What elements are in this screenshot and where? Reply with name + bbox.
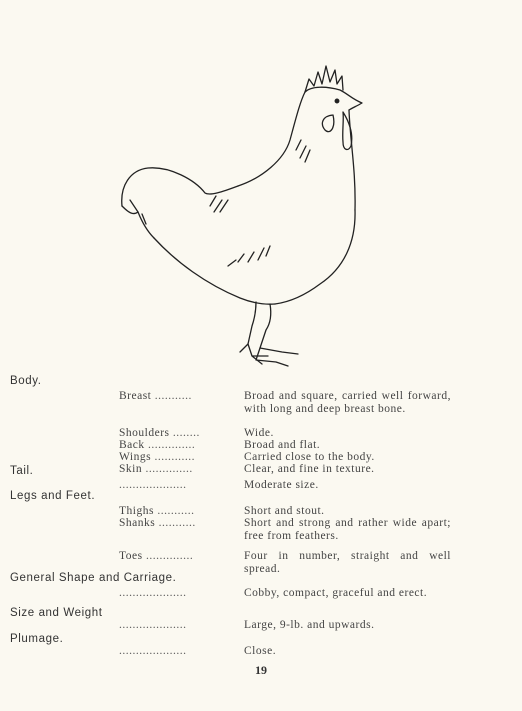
trait-name: Skin [119, 463, 143, 475]
leader-dots: .............. [148, 439, 196, 451]
leader-dots: ........... [158, 517, 196, 529]
trait-name: Back [119, 439, 145, 451]
trait-value: Close. [244, 645, 277, 657]
trait-value: Cobby, compact, graceful and erect. [244, 587, 428, 599]
trait-value: Carried close to the body. [244, 451, 375, 463]
trait-value: Short and strong and rather wide apart; free from feathers. [244, 517, 451, 542]
leader-dots: ........... [157, 505, 195, 517]
trait-name: Shoulders [119, 427, 170, 439]
leader-dots: .................... [119, 479, 187, 491]
page-number: 19 [255, 663, 267, 677]
section-heading-tail: Tail. [10, 465, 34, 477]
section-heading-size-weight: Size and Weight [10, 607, 103, 619]
section-heading-body: Body. [10, 375, 42, 387]
trait-value: Wide. [244, 427, 274, 439]
trait-name: Toes [119, 550, 143, 562]
rooster-illustration-icon [100, 58, 390, 376]
leader-dots: ........ [172, 427, 200, 439]
leader-dots: .............. [145, 463, 193, 475]
section-heading-plumage: Plumage. [10, 633, 64, 645]
section-heading-legs-feet: Legs and Feet. [10, 490, 96, 502]
trait-name: Shanks [119, 517, 156, 529]
trait-value: Moderate size. [244, 479, 319, 491]
leader-dots: ........... [154, 390, 192, 402]
section-heading-shape-carriage: General Shape and Carriage. [10, 572, 177, 584]
trait-value: Large, 9-lb. and upwards. [244, 619, 375, 631]
leader-dots: .................... [119, 645, 187, 657]
trait-name: Thighs [119, 505, 154, 517]
trait-name: Wings [119, 451, 152, 463]
leader-dots: .................... [119, 619, 187, 631]
trait-value: Broad and square, carried well forward, with long and deep breast bone. [244, 390, 451, 415]
leader-dots: .................... [119, 587, 187, 599]
leader-dots: .............. [145, 550, 194, 562]
leader-dots: ............ [154, 451, 195, 463]
trait-value: Four in number, straight and well spread. [244, 550, 451, 575]
trait-value: Clear, and fine in texture. [244, 463, 375, 475]
trait-value: Broad and flat. [244, 439, 321, 451]
trait-value: Short and stout. [244, 505, 325, 517]
trait-name: Breast [119, 390, 152, 402]
